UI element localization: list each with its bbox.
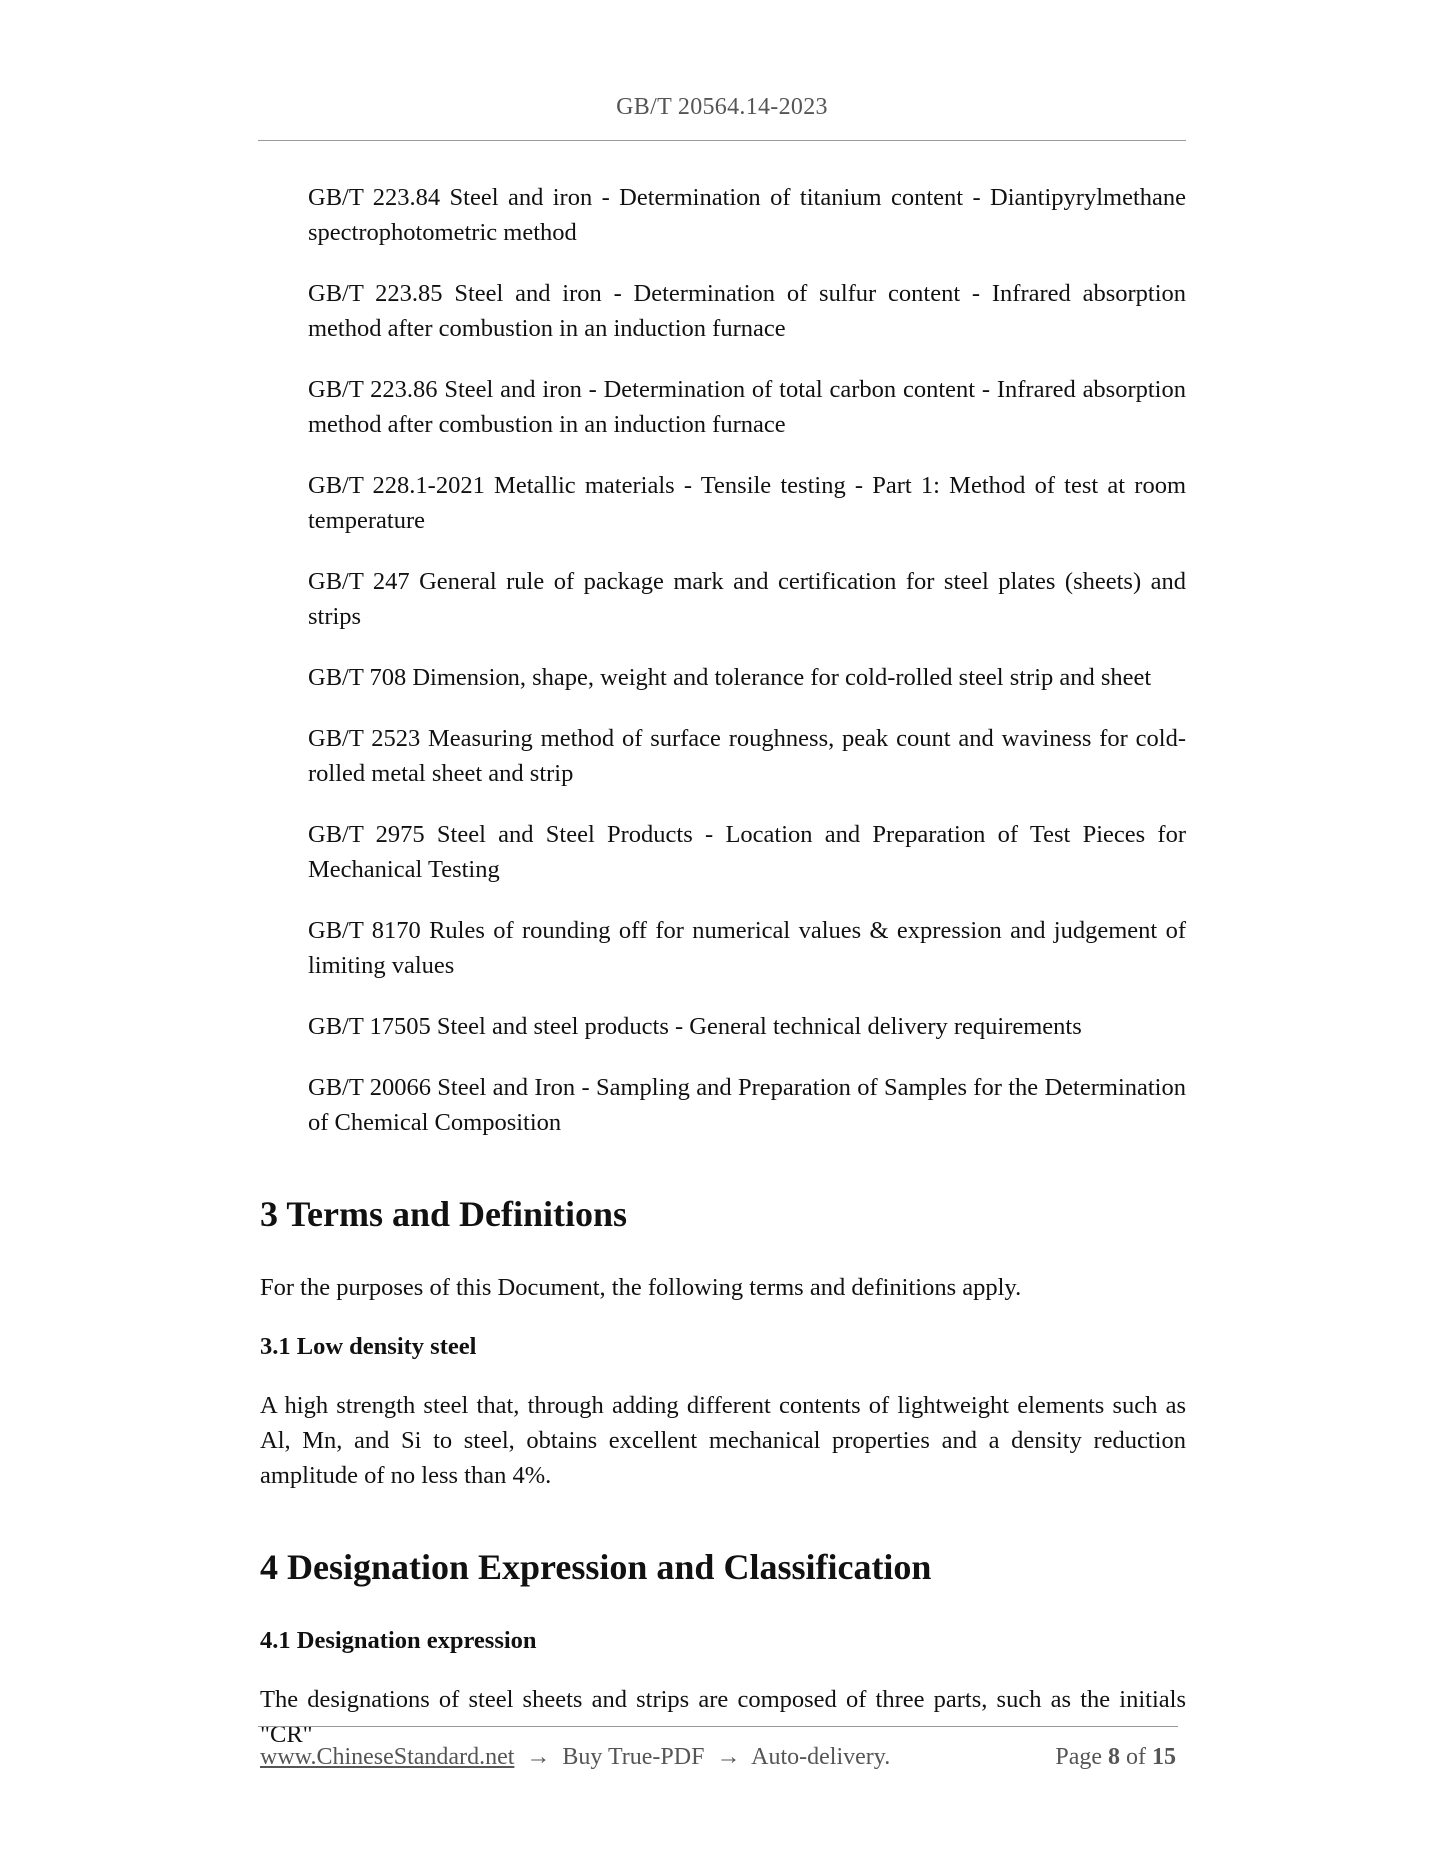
clause-4-1-text: The designations of steel sheets and strips are composed of three parts, such as the initials "CR" [260,1686,1186,1748]
reference-item: GB/T 223.85 Steel and iron - Determination of sulfur content - Infrared absorption method after combustion in an induction furnace [308,280,1186,342]
of-label: of [1126,1744,1146,1770]
page-header: GB/T 20564.14-2023 [616,94,828,120]
normative-references-list [308,180,1186,1140]
header-divider [258,140,1186,141]
buy-pdf-text: Buy True-PDF [562,1744,705,1770]
clause-4-1-heading: 4.1 Designation expression [260,1627,537,1654]
reference-item: GB/T 223.84 Steel and iron - Determination of titanium content - Diantipyrylmethane spectrophotometric method [308,184,1186,246]
reference-item: GB/T 247 General rule of package mark and certification for steel plates (sheets) and strips [308,568,1186,630]
section-4-heading: 4 Designation Expression and Classification [260,1547,932,1587]
reference-item: GB/T 20066 Steel and Iron - Sampling and Preparation of Samples for the Determination of Chemical Composition [308,1074,1186,1136]
arrow-right-icon: → [716,1744,741,1770]
page-label: Page [1055,1744,1102,1770]
page-content [260,180,1186,1776]
reference-item: GB/T 708 Dimension, shape, weight and tolerance for cold-rolled steel strip and sheet [308,664,1152,691]
reference-item: GB/T 228.1-2021 Metallic materials - Tensile testing - Part 1: Method of test at room temperature [308,472,1186,534]
page-number [1055,1744,1176,1771]
reference-item: GB/T 223.86 Steel and iron - Determination of total carbon content - Infrared absorption method after combustion in an induction furnace [308,376,1186,438]
page-current: 8 [1108,1744,1120,1770]
footer-divider [258,1726,1178,1727]
reference-item: GB/T 17505 Steel and steel products - General technical delivery requirements [308,1013,1082,1040]
arrow-right-icon: → [526,1744,551,1770]
section-3-intro: For the purposes of this Document, the following terms and definitions apply. [260,1274,1022,1301]
section-3-heading: 3 Terms and Definitions [260,1194,628,1234]
footer-promo [260,1744,890,1771]
reference-item: GB/T 8170 Rules of rounding off for numerical values & expression and judgement of limiting values [308,917,1186,979]
reference-item: GB/T 2975 Steel and Steel Products - Location and Preparation of Test Pieces for Mechanical Testing [308,821,1186,883]
website-link[interactable]: www.ChineseStandard.net [260,1744,515,1770]
page-total: 15 [1152,1744,1176,1770]
term-3-1-definition: A high strength steel that, through adding different contents of lightweight elements such as Al, Mn, and Si to steel, obtains excellent mechanical properties and a density reduction amplitude of no less than 4%. [260,1392,1186,1489]
auto-delivery-text: Auto-delivery. [751,1744,891,1770]
reference-item: GB/T 2523 Measuring method of surface roughness, peak count and waviness for cold-rolled metal sheet and strip [308,725,1186,787]
page-footer [260,1744,1176,1771]
term-3-1-heading: 3.1 Low density steel [260,1333,477,1360]
